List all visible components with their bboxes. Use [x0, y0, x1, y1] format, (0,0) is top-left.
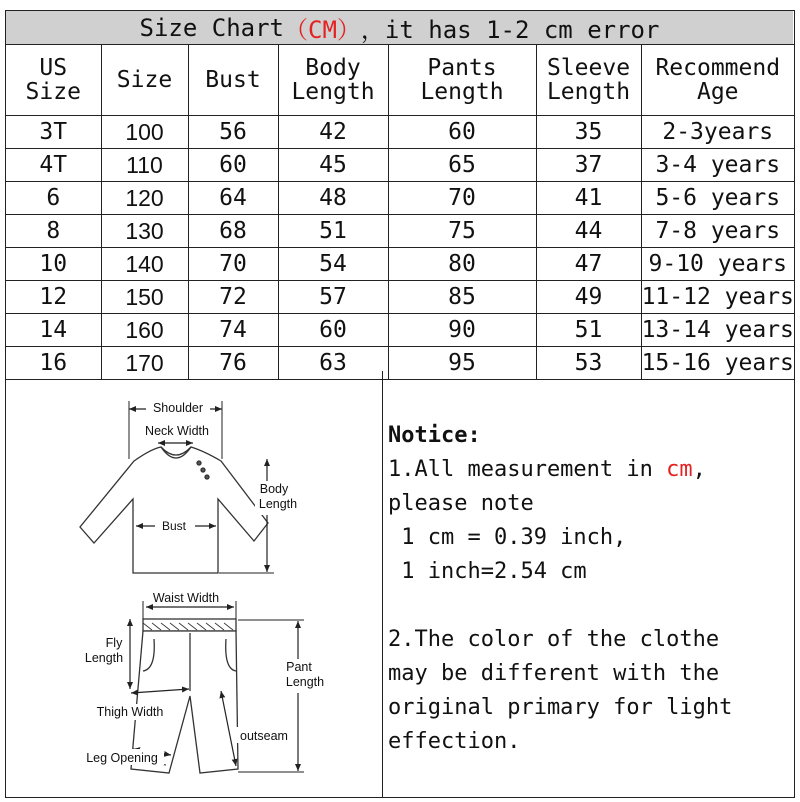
cell-body-length: 42 [278, 116, 388, 149]
notice-item1-line2: please note [388, 491, 534, 516]
cell-bust: 72 [188, 281, 278, 314]
cell-us-size: 4T [6, 149, 101, 182]
header-size: Size [101, 45, 188, 116]
table-row [6, 281, 794, 314]
cell-sleeve-length: 47 [536, 248, 641, 281]
header-body-length: Body Length [278, 45, 388, 116]
notice-item1-line3: 1 cm = 0.39 inch, [388, 525, 627, 550]
cell-body-length: 45 [278, 149, 388, 182]
cell-size: 160 [101, 314, 188, 347]
pant-length-label-2: Length [285, 675, 325, 689]
notice-item2-line1: 2.The color of the clothe [388, 627, 720, 652]
body-length-label-2: Length [258, 497, 298, 511]
cell-us-size: 12 [6, 281, 101, 314]
table-header-row [6, 45, 794, 116]
cell-recommend-age: 11-12 years [641, 281, 794, 314]
cell-size: 100 [101, 116, 188, 149]
cell-us-size: 8 [6, 215, 101, 248]
cell-recommend-age: 5-6 years [641, 182, 794, 215]
waist-width-label: Waist Width [152, 591, 220, 605]
title-note: ，it has 1-2 cm error [360, 16, 660, 44]
cell-bust: 56 [188, 116, 278, 149]
table-row [6, 182, 794, 215]
cell-bust: 70 [188, 248, 278, 281]
cell-size: 110 [101, 149, 188, 182]
cell-body-length: 54 [278, 248, 388, 281]
notice-heading: Notice: [388, 423, 481, 448]
cell-pants-length: 60 [388, 116, 536, 149]
cell-bust: 64 [188, 182, 278, 215]
neck-width-label: Neck Width [145, 424, 209, 438]
table-row [6, 149, 794, 182]
cell-us-size: 3T [6, 116, 101, 149]
cell-size: 170 [101, 347, 188, 380]
cell-bust: 76 [188, 347, 278, 380]
pant-length-label-1: Pant [286, 660, 312, 674]
cell-pants-length: 95 [388, 347, 536, 380]
notice-item2-line4: effection. [388, 729, 521, 754]
header-pants-length: Pants Length [388, 45, 536, 116]
notice-item2-line3: original primary for light [388, 695, 733, 720]
garment-diagram-svg [6, 371, 383, 797]
size-table [6, 44, 794, 380]
fly-label-1: Fly [105, 636, 123, 650]
cell-pants-length: 75 [388, 215, 536, 248]
shoulder-label: Shoulder [152, 401, 204, 415]
header-sleeve-length: Sleeve Length [536, 45, 641, 116]
cell-us-size: 6 [6, 182, 101, 215]
cell-bust: 60 [188, 149, 278, 182]
notice-item2-line2: may be different with the [388, 661, 720, 686]
header-bust: Bust [188, 45, 278, 116]
cell-us-size: 16 [6, 347, 101, 380]
size-chart-frame [5, 10, 795, 798]
header-us-size: US Size [6, 45, 101, 116]
body-length-label-1: Body [259, 482, 289, 496]
notice-item1-line4: 1 inch=2.54 cm [388, 559, 587, 584]
cell-pants-length: 80 [388, 248, 536, 281]
cell-size: 120 [101, 182, 188, 215]
cell-body-length: 63 [278, 347, 388, 380]
shirt-icon [80, 447, 268, 573]
outseam-label: outseam [240, 729, 288, 743]
cell-pants-length: 90 [388, 314, 536, 347]
fly-label-2: Length [84, 651, 124, 665]
cell-pants-length: 65 [388, 149, 536, 182]
header-recommend-age: Recommend Age [641, 45, 794, 116]
cell-recommend-age: 9-10 years [641, 248, 794, 281]
cell-sleeve-length: 44 [536, 215, 641, 248]
notice-text [388, 419, 732, 759]
notice-panel [383, 371, 793, 797]
table-row [6, 116, 794, 149]
title-unit: （CM） [284, 16, 361, 44]
thigh-width-label: Thigh Width [96, 705, 164, 719]
unit-cm: cm [666, 457, 693, 482]
cell-body-length: 60 [278, 314, 388, 347]
cell-recommend-age: 15-16 years [641, 347, 794, 380]
cell-recommend-age: 13-14 years [641, 314, 794, 347]
leg-opening-label: Leg Opening [86, 751, 158, 765]
cell-sleeve-length: 35 [536, 116, 641, 149]
cell-sleeve-length: 51 [536, 314, 641, 347]
table-row [6, 314, 794, 347]
cell-us-size: 14 [6, 314, 101, 347]
table-row [6, 215, 794, 248]
cell-body-length: 57 [278, 281, 388, 314]
cell-size: 150 [101, 281, 188, 314]
cell-pants-length: 85 [388, 281, 536, 314]
title-text: Size Chart [139, 13, 285, 42]
cell-sleeve-length: 37 [536, 149, 641, 182]
cell-size: 140 [101, 248, 188, 281]
cell-sleeve-length: 53 [536, 347, 641, 380]
table-row [6, 248, 794, 281]
chart-title [6, 11, 793, 45]
cell-us-size: 10 [6, 248, 101, 281]
cell-sleeve-length: 49 [536, 281, 641, 314]
cell-bust: 68 [188, 215, 278, 248]
cell-recommend-age: 7-8 years [641, 215, 794, 248]
cell-bust: 74 [188, 314, 278, 347]
cell-recommend-age: 2-3years [641, 116, 794, 149]
measurement-diagram [6, 371, 383, 797]
cell-size: 130 [101, 215, 188, 248]
cell-body-length: 48 [278, 182, 388, 215]
bust-label: Bust [161, 519, 187, 533]
cell-sleeve-length: 41 [536, 182, 641, 215]
notice-item1-line1: 1.All measurement in cm, [388, 457, 706, 482]
cell-recommend-age: 3-4 years [641, 149, 794, 182]
cell-pants-length: 70 [388, 182, 536, 215]
cell-body-length: 51 [278, 215, 388, 248]
